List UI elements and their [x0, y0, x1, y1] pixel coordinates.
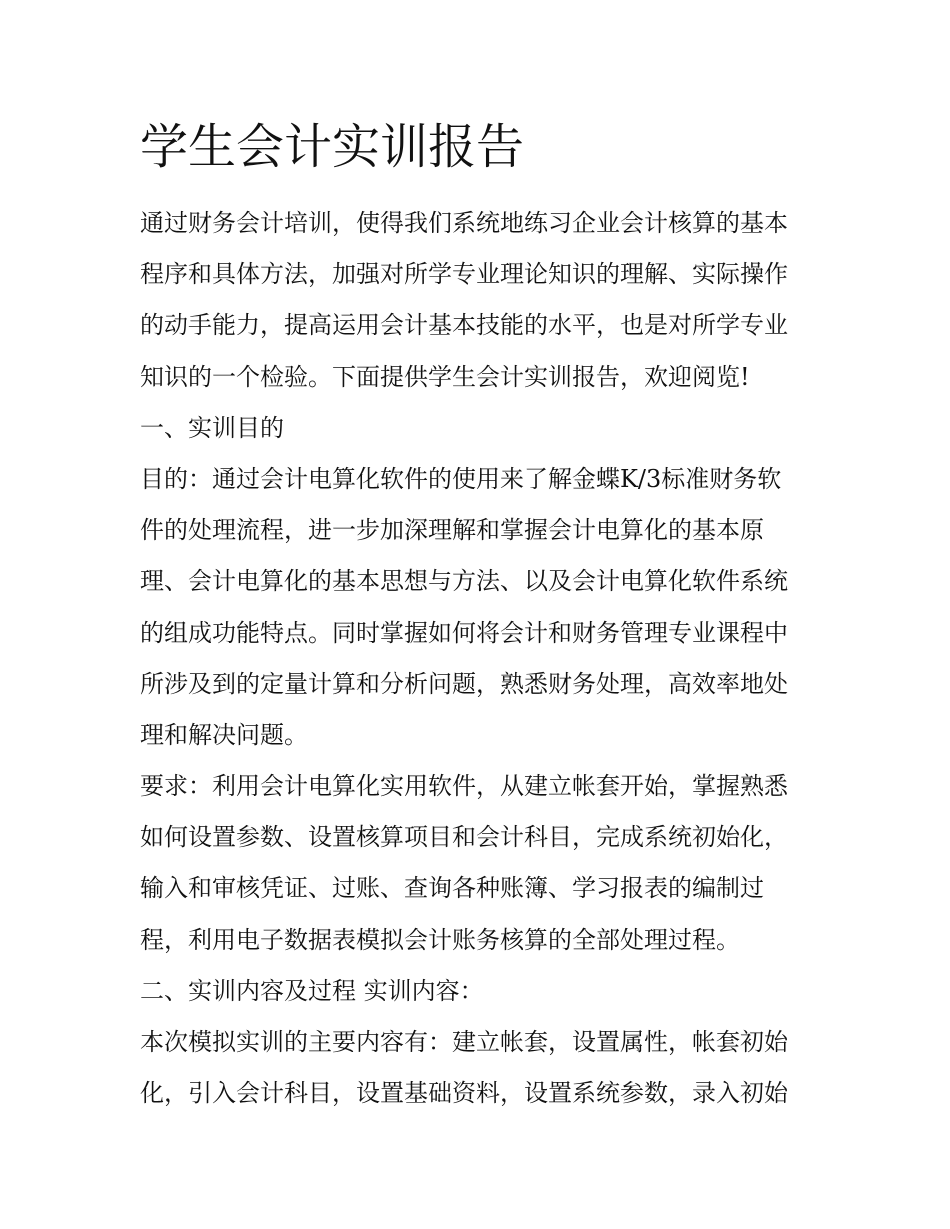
body-line: 如何设置参数、设置核算项目和会计科目，完成系统初始化，: [140, 823, 788, 852]
body-line: 理、会计电算化的基本思想与方法、以及会计电算化软件系统: [140, 567, 788, 596]
body-line: 要求：利用会计电算化实用软件，从建立帐套开始，掌握熟悉: [140, 772, 788, 801]
body-line: 本次模拟实训的主要内容有：建立帐套，设置属性，帐套初始: [140, 1028, 788, 1056]
body-line: 的动手能力，提高运用会计基本技能的水平，也是对所学专业: [140, 311, 788, 340]
body-line: 程序和具体方法，加强对所学专业理论知识的理解、实际操作: [140, 260, 788, 289]
body-line: 程，利用电子数据表模拟会计账务核算的全部处理过程。: [140, 925, 740, 954]
body-line: 理和解决问题。: [140, 720, 308, 749]
document-title: 学生会计实训报告: [140, 119, 525, 175]
body-line: 输入和审核凭证、过账、查询各种账簿、学习报表的编制过: [140, 874, 764, 903]
body-line: 的组成功能特点。同时掌握如何将会计和财务管理专业课程中: [140, 618, 788, 647]
body-line: 通过财务会计培训，使得我们系统地练习企业会计核算的基本: [140, 209, 788, 237]
body-line: 所涉及到的定量计算和分析问题，熟悉财务处理，高效率地处: [140, 669, 788, 698]
body-line: 目的：通过会计电算化软件的使用来了解金蝶K/3标准财务软: [140, 464, 782, 493]
section-heading-content: 二、实训内容及过程 实训内容：: [140, 976, 484, 1005]
document-body: [140, 198, 812, 1119]
body-line: 化，引入会计科目，设置基础资料，设置系统参数，录入初始: [140, 1079, 788, 1108]
body-line: 知识的一个检验。下面提供学生会计实训报告，欢迎阅览!: [140, 362, 750, 391]
section-heading-objective: 一、实训目的: [140, 413, 284, 442]
body-line: 件的处理流程，进一步加深理解和掌握会计电算化的基本原: [140, 516, 764, 545]
